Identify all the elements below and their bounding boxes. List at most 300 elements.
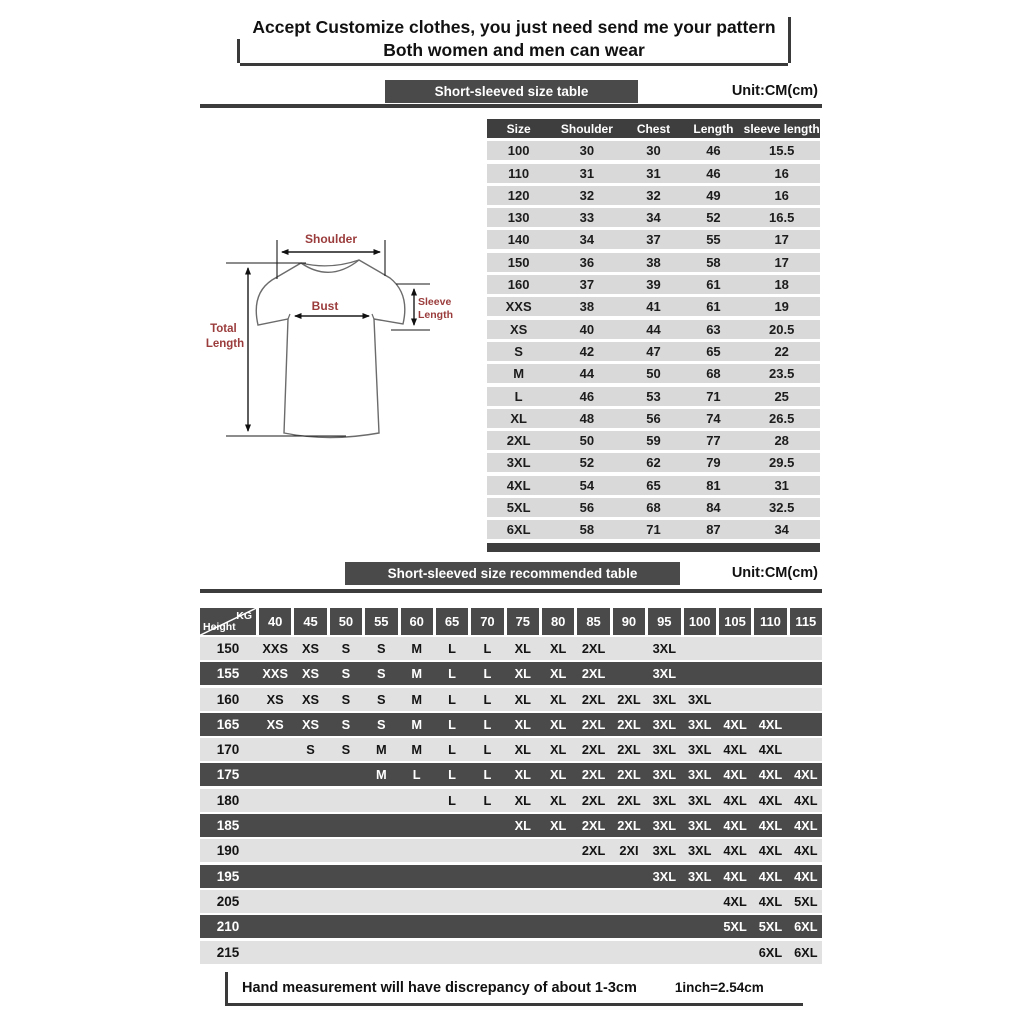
size-cell: 6XL xyxy=(506,522,531,538)
measure-cell: 44 xyxy=(646,321,661,337)
height-label-cell: 160 xyxy=(216,691,240,707)
size-cell: 2XL xyxy=(506,433,531,449)
height-label-cell: 175 xyxy=(216,767,240,783)
recommended-size-cell: XL xyxy=(514,792,531,808)
measure-cell: 18 xyxy=(774,277,789,293)
measure-cell: 38 xyxy=(646,254,661,270)
weight-header-cell: 75 xyxy=(507,608,539,635)
col-shoulder: Shoulder xyxy=(560,121,613,136)
recommended-size-cell: M xyxy=(375,742,387,758)
weight-header-cell: 85 xyxy=(577,608,609,635)
measure-cell: 32 xyxy=(646,187,661,203)
recommended-size-cell: 3XL xyxy=(687,792,712,808)
weight-header-cell: 55 xyxy=(365,608,397,635)
height-label-cell: 185 xyxy=(216,818,240,834)
measure-cell: 56 xyxy=(646,410,661,426)
recommended-size-cell: 3XL xyxy=(687,691,712,707)
recommended-size-cell: 3XL xyxy=(652,742,677,758)
size-cell: 3XL xyxy=(506,455,531,471)
measure-cell: 87 xyxy=(706,522,721,538)
size-table-row xyxy=(487,476,820,495)
measure-cell: 58 xyxy=(579,522,595,538)
measurement-disclaimer: Hand measurement will have discrepancy of about 1-3cm xyxy=(242,979,637,996)
measure-cell: 54 xyxy=(579,477,595,493)
measure-cell: 58 xyxy=(706,254,721,270)
measure-cell: 33 xyxy=(579,210,595,226)
measure-cell: 15.5 xyxy=(769,143,795,159)
recommended-table-row xyxy=(200,941,822,964)
recommended-size-cell: M xyxy=(411,716,423,732)
recommended-table-row xyxy=(200,713,822,736)
size-table-row xyxy=(487,431,820,450)
recommended-size-cell: L xyxy=(483,691,492,707)
measure-cell: 34 xyxy=(646,210,661,226)
measure-cell: 19 xyxy=(774,299,789,315)
measure-cell: 38 xyxy=(579,299,595,315)
recommended-size-cell: 3XL xyxy=(652,691,677,707)
recommended-size-cell: 3XL xyxy=(652,792,677,808)
recommended-table-row xyxy=(200,865,822,888)
height-label-cell: 190 xyxy=(216,843,240,859)
measure-cell: 49 xyxy=(706,187,721,203)
size-cell: 5XL xyxy=(506,500,531,516)
measure-cell: 84 xyxy=(706,500,721,516)
size-table-rows xyxy=(487,141,820,539)
recommended-size-cell: S xyxy=(341,691,351,707)
shoulder-label: Shoulder xyxy=(304,232,358,246)
measure-cell: 48 xyxy=(579,410,595,426)
recommended-size-cell: 6XL xyxy=(794,919,818,935)
recommended-size-cell: 2XL xyxy=(581,716,606,732)
measure-cell: 16.5 xyxy=(769,210,795,226)
recommended-size-cell: M xyxy=(411,691,423,707)
recommended-size-cell: 4XL xyxy=(758,716,783,732)
corner-height-label: Height xyxy=(203,621,236,633)
recommended-table-row xyxy=(200,763,822,786)
size-table-row xyxy=(487,520,820,539)
recommended-size-cell: 2XL xyxy=(617,792,641,808)
height-label-cell: 165 xyxy=(216,716,240,732)
recommended-size-cell: 4XL xyxy=(723,893,747,909)
size-cell: 130 xyxy=(507,210,530,226)
measure-cell: 20.5 xyxy=(769,321,795,337)
size-cell: S xyxy=(514,343,523,359)
weight-header-cell: 80 xyxy=(542,608,574,635)
recommended-size-cell: 4XL xyxy=(723,792,747,808)
recommended-size-cell: XS xyxy=(302,666,320,682)
measure-cell: 71 xyxy=(646,522,661,538)
recommended-size-cell: 4XL xyxy=(758,742,783,758)
recommended-size-cell: 3XL xyxy=(652,818,677,834)
measure-cell: 62 xyxy=(646,455,661,471)
measure-cell: 28 xyxy=(774,433,789,449)
measure-cell: 31 xyxy=(579,165,595,181)
recommended-size-cell: 3XL xyxy=(687,868,712,884)
recommended-size-cell: 4XL xyxy=(723,843,747,859)
recommended-size-cell: S xyxy=(377,716,386,732)
recommended-size-cell: 2XL xyxy=(617,691,641,707)
recommended-size-cell: S xyxy=(341,716,351,732)
recommended-size-cell: L xyxy=(483,641,492,656)
recommended-size-cell: XS xyxy=(302,691,320,707)
size-table-bottom-bar xyxy=(487,543,820,552)
recommended-size-cell: 3XL xyxy=(687,742,712,758)
measure-cell: 37 xyxy=(579,277,595,293)
recommended-size-cell: 4XL xyxy=(794,843,818,859)
sleeve-length-label: Sleeve Length xyxy=(418,296,453,321)
measure-cell: 50 xyxy=(646,366,661,382)
measure-cell: 29.5 xyxy=(769,455,795,471)
recommended-table-row xyxy=(200,688,822,711)
measure-cell: 41 xyxy=(646,299,661,315)
size-cell: 120 xyxy=(507,187,530,203)
weight-header-cell: 100 xyxy=(684,608,716,635)
measure-cell: 79 xyxy=(706,455,721,471)
col-sleeve-length: sleeve length xyxy=(743,121,820,136)
measure-cell: 59 xyxy=(646,433,661,449)
height-label-cell: 170 xyxy=(216,742,240,758)
measure-cell: 30 xyxy=(646,143,661,159)
recommended-size-cell: S xyxy=(341,742,351,758)
section2-unit-label: Unit:CM(cm) xyxy=(731,565,818,581)
weight-header-cell: 110 xyxy=(754,608,786,635)
measure-cell: 17 xyxy=(774,254,789,270)
measure-cell: 25 xyxy=(774,388,789,404)
bust-label: Bust xyxy=(311,299,339,313)
weight-header-cell: 45 xyxy=(294,608,326,635)
recommended-size-cell: L xyxy=(448,792,456,808)
measure-cell: 26.5 xyxy=(769,410,795,426)
recommended-size-cell: S xyxy=(341,666,351,682)
header-line1: Accept Customize clothes, you just need send me your pattern xyxy=(252,17,776,37)
recommended-size-cell: 4XL xyxy=(794,767,818,783)
measure-cell: 40 xyxy=(579,321,595,337)
measure-cell: 31 xyxy=(774,477,789,493)
recommended-size-cell: 2XL xyxy=(617,767,641,783)
recommended-size-cell: 5XL xyxy=(794,893,818,909)
recommended-size-cell: M xyxy=(411,641,423,656)
size-cell: L xyxy=(514,388,523,404)
measurement-arrows xyxy=(226,240,430,436)
recommended-size-cell: 3XL xyxy=(652,641,677,656)
corner-kg-label: KG xyxy=(236,610,252,622)
measure-cell: 37 xyxy=(646,232,661,248)
size-table-row xyxy=(487,409,820,428)
recommended-size-cell: 4XL xyxy=(723,716,747,732)
recommended-size-cell: M xyxy=(375,767,387,783)
measure-cell: 31 xyxy=(646,165,661,181)
recommended-table xyxy=(200,608,822,966)
size-table-row xyxy=(487,364,820,383)
recommended-table-row xyxy=(200,915,822,938)
measure-cell: 23.5 xyxy=(769,366,795,382)
height-label-cell: 195 xyxy=(216,868,240,884)
recommended-size-cell: L xyxy=(483,792,492,808)
size-table-row xyxy=(487,453,820,472)
recommended-size-cell: L xyxy=(483,716,492,732)
size-cell: 100 xyxy=(507,143,530,159)
recommended-size-cell: 5XL xyxy=(758,919,783,935)
recommended-size-cell: 4XL xyxy=(758,792,783,808)
recommended-size-cell: S xyxy=(341,641,351,656)
recommended-size-cell: S xyxy=(306,742,315,758)
recommended-size-cell: XS xyxy=(266,716,284,732)
measure-cell: 65 xyxy=(646,477,661,493)
recommended-size-cell: 2XI xyxy=(619,843,639,859)
recommended-size-cell: 3XL xyxy=(652,767,677,783)
recommended-table-row xyxy=(200,789,822,812)
recommended-size-cell: 2XL xyxy=(581,843,606,859)
recommended-size-cell: M xyxy=(411,742,423,758)
recommended-size-cell: S xyxy=(377,641,386,656)
section1-unit-label: Unit:CM(cm) xyxy=(731,83,818,99)
size-table xyxy=(487,119,820,552)
recommended-size-cell: XL xyxy=(514,818,531,834)
measure-cell: 65 xyxy=(706,343,721,359)
recommended-size-cell: L xyxy=(448,641,456,656)
recommended-size-cell: 4XL xyxy=(723,767,747,783)
recommended-size-cell: 4XL xyxy=(723,742,747,758)
size-cell: 4XL xyxy=(506,477,531,493)
recommended-size-cell: 4XL xyxy=(758,843,783,859)
height-label-cell: 150 xyxy=(216,641,240,656)
measure-cell: 46 xyxy=(706,143,721,159)
tshirt-measurement-diagram xyxy=(198,226,460,466)
weight-header-cell: 115 xyxy=(790,608,822,635)
size-table-row xyxy=(487,164,820,183)
recommended-table-row xyxy=(200,814,822,837)
size-table-row xyxy=(487,342,820,361)
section2-divider xyxy=(200,589,822,593)
recommended-table-row xyxy=(200,662,822,685)
recommended-size-cell: 2XL xyxy=(581,666,606,682)
measure-cell: 32.5 xyxy=(769,500,795,516)
recommended-size-cell: L xyxy=(448,666,456,682)
height-label-cell: 210 xyxy=(216,919,240,935)
recommended-size-cell: L xyxy=(448,691,456,707)
recommended-size-cell: XL xyxy=(514,767,531,783)
measure-cell: 74 xyxy=(706,410,721,426)
header-banner xyxy=(240,16,788,66)
weight-header-cell: 65 xyxy=(436,608,468,635)
recommended-size-cell: XL xyxy=(550,767,567,783)
recommended-size-cell: L xyxy=(412,767,421,783)
recommended-size-cell: 2XL xyxy=(617,818,641,834)
measure-cell: 30 xyxy=(579,143,595,159)
size-cell: XXS xyxy=(505,299,532,315)
recommended-size-cell: XL xyxy=(550,792,567,808)
footer-note xyxy=(225,972,803,1006)
measure-cell: 53 xyxy=(646,388,661,404)
measure-cell: 16 xyxy=(774,187,789,203)
size-table-row xyxy=(487,141,820,160)
size-table-row xyxy=(487,320,820,339)
recommended-size-cell: XS xyxy=(302,641,320,656)
height-label-cell: 155 xyxy=(216,666,240,682)
size-cell: XL xyxy=(510,410,527,426)
size-cell: 160 xyxy=(507,277,530,293)
recommended-size-cell: XL xyxy=(550,818,567,834)
recommended-size-cell: 3XL xyxy=(687,818,712,834)
recommended-size-cell: 2XL xyxy=(581,691,606,707)
measure-cell: 68 xyxy=(646,500,661,516)
measure-cell: 32 xyxy=(579,187,595,203)
kg-height-corner-cell xyxy=(200,608,256,635)
recommended-table-row xyxy=(200,839,822,862)
recommended-size-cell: 4XL xyxy=(758,767,783,783)
size-table-header xyxy=(487,119,820,138)
size-cell: XS xyxy=(509,321,528,337)
weight-header-cell: 105 xyxy=(719,608,751,635)
recommended-size-cell: L xyxy=(448,767,456,783)
recommended-table-header xyxy=(200,608,822,635)
col-size: Size xyxy=(506,121,531,136)
measure-cell: 55 xyxy=(706,232,721,248)
measure-cell: 52 xyxy=(706,210,721,226)
total-length-label: Total Length xyxy=(205,323,245,350)
recommended-size-cell: XL xyxy=(514,666,531,682)
measure-cell: 36 xyxy=(579,254,595,270)
recommended-size-cell: XL xyxy=(514,641,531,656)
tshirt-outline-icon xyxy=(256,260,405,438)
weight-header-cell: 70 xyxy=(471,608,503,635)
recommended-size-cell: L xyxy=(483,666,492,682)
recommended-size-cell: L xyxy=(483,767,492,783)
weight-header-cell: 40 xyxy=(259,608,291,635)
measure-cell: 61 xyxy=(706,299,721,315)
recommended-size-cell: 4XL xyxy=(794,818,818,834)
recommended-size-cell: 2XL xyxy=(581,818,606,834)
recommended-size-cell: 3XL xyxy=(652,666,677,682)
recommended-size-cell: 2XL xyxy=(617,716,641,732)
recommended-size-cell: 3XL xyxy=(687,767,712,783)
size-table-row xyxy=(487,387,820,406)
recommended-size-cell: 2XL xyxy=(581,767,606,783)
recommended-size-cell: 4XL xyxy=(794,868,818,884)
recommended-table-row xyxy=(200,890,822,913)
recommended-size-cell: 3XL xyxy=(652,868,677,884)
recommended-table-rows xyxy=(200,637,822,964)
recommended-size-cell: 6XL xyxy=(794,944,818,960)
size-table-row xyxy=(487,208,820,227)
recommended-size-cell: 4XL xyxy=(758,868,783,884)
recommended-size-cell: XL xyxy=(550,691,567,707)
measure-cell: 34 xyxy=(774,522,789,538)
recommended-size-cell: XL xyxy=(514,716,531,732)
size-table-row xyxy=(487,297,820,316)
size-table-row xyxy=(487,498,820,517)
weight-header-cell: 90 xyxy=(613,608,645,635)
weight-header-cell: 60 xyxy=(401,608,433,635)
measure-cell: 34 xyxy=(579,232,595,248)
size-cell: 110 xyxy=(508,165,530,181)
measure-cell: 47 xyxy=(646,343,661,359)
recommended-size-cell: XXS xyxy=(262,641,288,656)
measure-cell: 39 xyxy=(646,277,661,293)
recommended-table-row xyxy=(200,738,822,761)
measure-cell: 17 xyxy=(774,232,789,248)
header-line2: Both women and men can wear xyxy=(383,40,645,61)
measure-cell: 68 xyxy=(706,366,721,382)
recommended-size-cell: XL xyxy=(550,666,567,682)
recommended-size-cell: 2XL xyxy=(617,742,641,758)
recommended-size-cell: XL xyxy=(550,742,567,758)
recommended-size-cell: XXS xyxy=(262,666,288,682)
measure-cell: 22 xyxy=(774,343,789,359)
section1-divider xyxy=(200,104,822,108)
recommended-size-cell: L xyxy=(483,742,492,758)
recommended-size-cell: 5XL xyxy=(723,919,747,935)
recommended-size-cell: 3XL xyxy=(687,716,712,732)
measure-cell: 61 xyxy=(706,277,721,293)
height-label-cell: 205 xyxy=(216,893,240,909)
recommended-size-cell: 4XL xyxy=(723,868,747,884)
recommended-size-cell: L xyxy=(448,716,456,732)
inch-conversion: 1inch=2.54cm xyxy=(674,980,764,995)
recommended-size-cell: 2XL xyxy=(581,641,606,656)
section1-title-bar: Short-sleeved size table xyxy=(385,80,638,103)
recommended-size-cell: 3XL xyxy=(687,843,712,859)
recommended-size-cell: 2XL xyxy=(581,792,606,808)
recommended-size-cell: 2XL xyxy=(581,742,606,758)
height-label-cell: 215 xyxy=(216,944,240,960)
recommended-size-cell: L xyxy=(448,742,456,758)
col-chest: Chest xyxy=(636,121,671,136)
recommended-size-cell: 4XL xyxy=(794,792,818,808)
measure-cell: 16 xyxy=(774,165,789,181)
recommended-size-cell: S xyxy=(377,666,386,682)
recommended-size-cell: 4XL xyxy=(723,818,747,834)
recommended-size-cell: S xyxy=(377,691,386,707)
measure-cell: 42 xyxy=(579,343,595,359)
measure-cell: 56 xyxy=(579,500,595,516)
recommended-size-cell: 3XL xyxy=(652,716,677,732)
size-table-row xyxy=(487,186,820,205)
recommended-size-cell: 3XL xyxy=(652,843,677,859)
recommended-size-cell: XL xyxy=(550,641,567,656)
size-table-row xyxy=(487,230,820,249)
recommended-table-row xyxy=(200,637,822,660)
size-cell: 150 xyxy=(507,254,530,270)
recommended-size-cell: XS xyxy=(266,691,284,707)
measure-cell: 63 xyxy=(706,321,721,337)
measure-cell: 46 xyxy=(706,165,721,181)
recommended-size-cell: XS xyxy=(302,716,320,732)
col-length: Length xyxy=(693,121,734,136)
section2-title-bar: Short-sleeved size recommended table xyxy=(345,562,680,585)
size-cell: 140 xyxy=(507,232,530,248)
measure-cell: 81 xyxy=(706,477,721,493)
recommended-size-cell: 4XL xyxy=(758,893,783,909)
measure-cell: 71 xyxy=(706,388,721,404)
recommended-size-cell: XL xyxy=(550,716,567,732)
recommended-size-cell: XL xyxy=(514,742,531,758)
measure-cell: 44 xyxy=(579,366,595,382)
recommended-size-cell: 6XL xyxy=(758,944,783,960)
measure-cell: 46 xyxy=(579,388,595,404)
measure-cell: 52 xyxy=(579,455,595,471)
weight-header-cell: 95 xyxy=(648,608,680,635)
recommended-size-cell: 4XL xyxy=(758,818,783,834)
size-table-row xyxy=(487,253,820,272)
measure-cell: 77 xyxy=(706,433,721,449)
height-label-cell: 180 xyxy=(216,792,240,808)
measure-cell: 50 xyxy=(579,433,595,449)
size-cell: M xyxy=(513,366,525,382)
recommended-size-cell: M xyxy=(411,666,423,682)
weight-header-cell: 50 xyxy=(330,608,362,635)
size-table-row xyxy=(487,275,820,294)
